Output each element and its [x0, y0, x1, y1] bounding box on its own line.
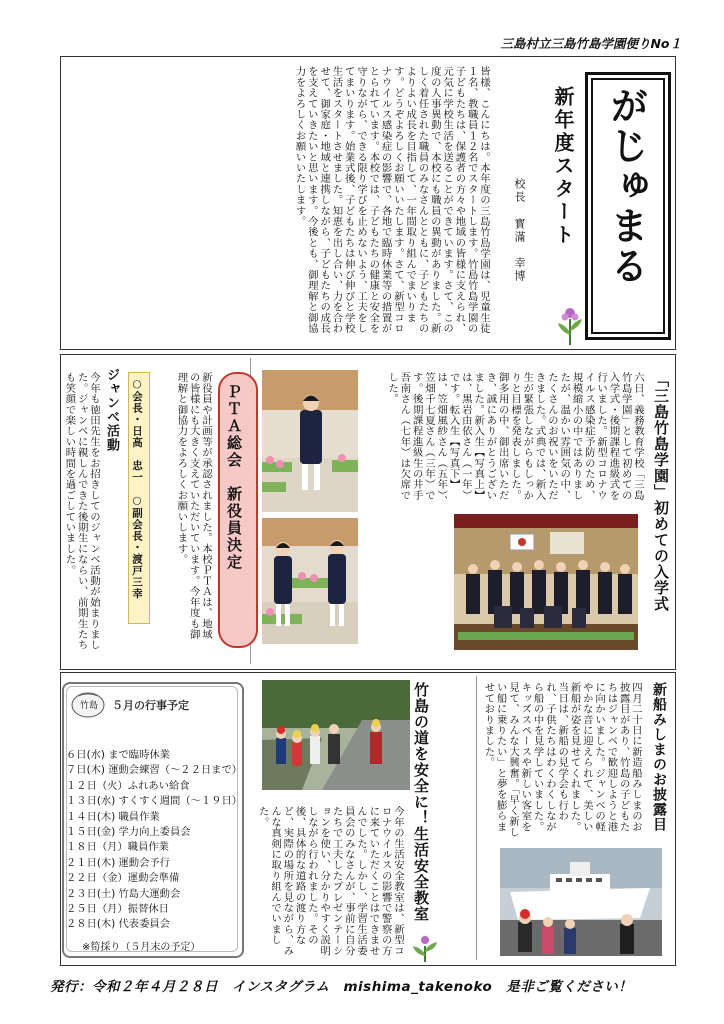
calendar-item: ６日(水) まで臨時休業	[66, 749, 170, 761]
principal-byline	[512, 178, 526, 283]
calendar-badge-text: 竹島	[80, 701, 99, 711]
footer-publication-info: 発行：令和２年４月２８日 インスタグラム mishima_takenoko 是非ご覧ください！	[50, 979, 633, 995]
transfer-students-photo	[262, 518, 358, 644]
flower-icon	[410, 934, 440, 962]
newsletter-header-title: 三島村立三島竹島学園便りNo１	[500, 36, 682, 51]
pta-officers: ○会長・日高 忠一 ○副会長・渡戸三幸	[131, 378, 143, 600]
section-divider	[476, 676, 477, 960]
jumpe-title: ジャンベ活動	[104, 368, 119, 452]
calendar-item: １４日(木) 職員作業	[66, 810, 160, 823]
pta-title: ＰＴＡ総会 新役員決定	[225, 384, 243, 571]
pta-body: 新役員や計画等が承認されました。本校ＰＴＡは、地域の皆様にも大きく支えていただいています。今年度も御理解と御協力をよろしくお願いします。	[175, 372, 212, 640]
calendar-title: ５月の行事予定	[112, 699, 189, 712]
calendar-item: １８日（月）職員作業	[66, 841, 169, 854]
calendar-item: １２日（火）ふれあい給食	[66, 779, 190, 792]
new-ship-title: 新船みしまのお披露目	[651, 682, 667, 832]
masthead-logo: がじゅまる	[604, 86, 649, 286]
road-safety-photo	[262, 680, 410, 790]
calendar-note: ※筍採り（５月末の予定）	[82, 942, 201, 953]
calendar-item: ２８日(木) 代表委員会	[66, 918, 170, 931]
jumpe-body: 今年も徳田先生をお招きしてのジャンベ活動が始まりました。ジャンベに親しんできた後期生にならい、前期生たちも笑顔で楽しい時間を過ごしていました。	[63, 372, 100, 651]
calendar-item: １３日(水) すくすく週間（～１９日）	[66, 795, 243, 808]
principal-name: 寳滿 幸博	[513, 218, 526, 283]
entrance-group-photo	[454, 514, 638, 650]
calendar-item: ２３日(土) 竹島大運動会	[66, 887, 181, 900]
calendar-item: ２５日（月）振替休日	[66, 903, 169, 916]
road-safety-title: 竹島の道を安全に！生活安全教室	[412, 682, 430, 922]
new-ship-body: 四月二十日に新造船みしまのお披露目があり、竹島の子どもたちはジャンベで歓迎しようと港に向かいました。ジャンベの軽やかな音に迎えられて、美しい新船が姿を見せてくれました。当日は、新船の見学会も行われ、子供たちはわくわくしながら船の中を見学していました。キッズスペースや新しい客室を見て、みんな大興奮。「早く新しい船に乗りたい」と夢を膨らませておりました。	[482, 682, 642, 838]
new-year-heading: 新年度スタート	[551, 86, 575, 247]
entrance-ceremony-title: 「三島竹島学園」初めての入学式	[652, 372, 670, 612]
calendar-item: ２２日（金）運動会準備	[66, 872, 180, 885]
flower-icon	[556, 305, 584, 345]
calendar-list	[66, 748, 243, 933]
new-ship-photo	[500, 848, 662, 956]
calendar-item: ７日(木) 運動会練習（～２２日まで）	[66, 764, 243, 777]
road-safety-body: 今年の生活安全教室は、新型コロナウイルスの影響で警察の方に来ていただくことはできませんでした。しかし、学習生活委員会のみなさんが、事前に自分たちで工夫したプレゼンテーションを使い、分かりやすく説明しながら行われました。その後、具体的な道路の渡り方など、実際の場所を見ながら、みんな真剣に取り組んでいました。	[256, 806, 404, 956]
intro-article-body: 皆様、こんにちは。本年度の三島竹島学園は、児童生徒１名、教職員１２名でスタートします。竹島竹島学園の子どもたちは、保護者の方々や地域の皆様に支えられ、元気に学校生活を送ることができています。さて、この度の人事異動で、本校にも職員の異動がありました。新しく着任された職員のみなさんとともに、子どもたちのよりよい成長を目指して、一年間取り組んでまいります。どうぞよろしくお願いいたします。さて、新型コロナウイルス感染症の影響で、各地で臨時休業等の措置がとられています。本校では、子どもたちの健康と安全を守りながら、できる限り学びを止めないよう、工夫をしてまいります。始業式後、子どもたちは伸び伸びと学校生活をスタートさせました。知恵を出し合い、力を合わせて、御家庭・地域と連携しながら、子どもたちの成長を支えていきたいと思います。今後とも、御理解と御協力をよろしくお願いいたします。	[293, 66, 490, 334]
entrance-ceremony-body: 六日、義務教育学校「三島竹島学園」として初めての入学式・後期課程進級式を行いました。新型コロナウイルス感染症予防のため、規模縮小の中ではありましたが、温かい雰囲気の中、たくさんのお祝いをいただきました。式典では、新入生が緊張しながらもしっかりと目標を発表しました。御多用の中、御出席いただき、誠にありがとうございました。新入生【写真上】は、黒岩由依さん（一年）です。転入生【写真下】は、笠畑風紗さん（五年）、笠畑千七夏さん（三年）です。後期課程進級生の井手吾南さん（七年）は欠席でした。	[386, 372, 644, 506]
calendar-item: １５日(金) 学力向上委員会	[66, 826, 191, 839]
new-student-photo	[262, 370, 358, 512]
calendar-item: ２１日(木) 運動会予行	[66, 856, 170, 869]
principal-label: 校長	[513, 178, 526, 204]
